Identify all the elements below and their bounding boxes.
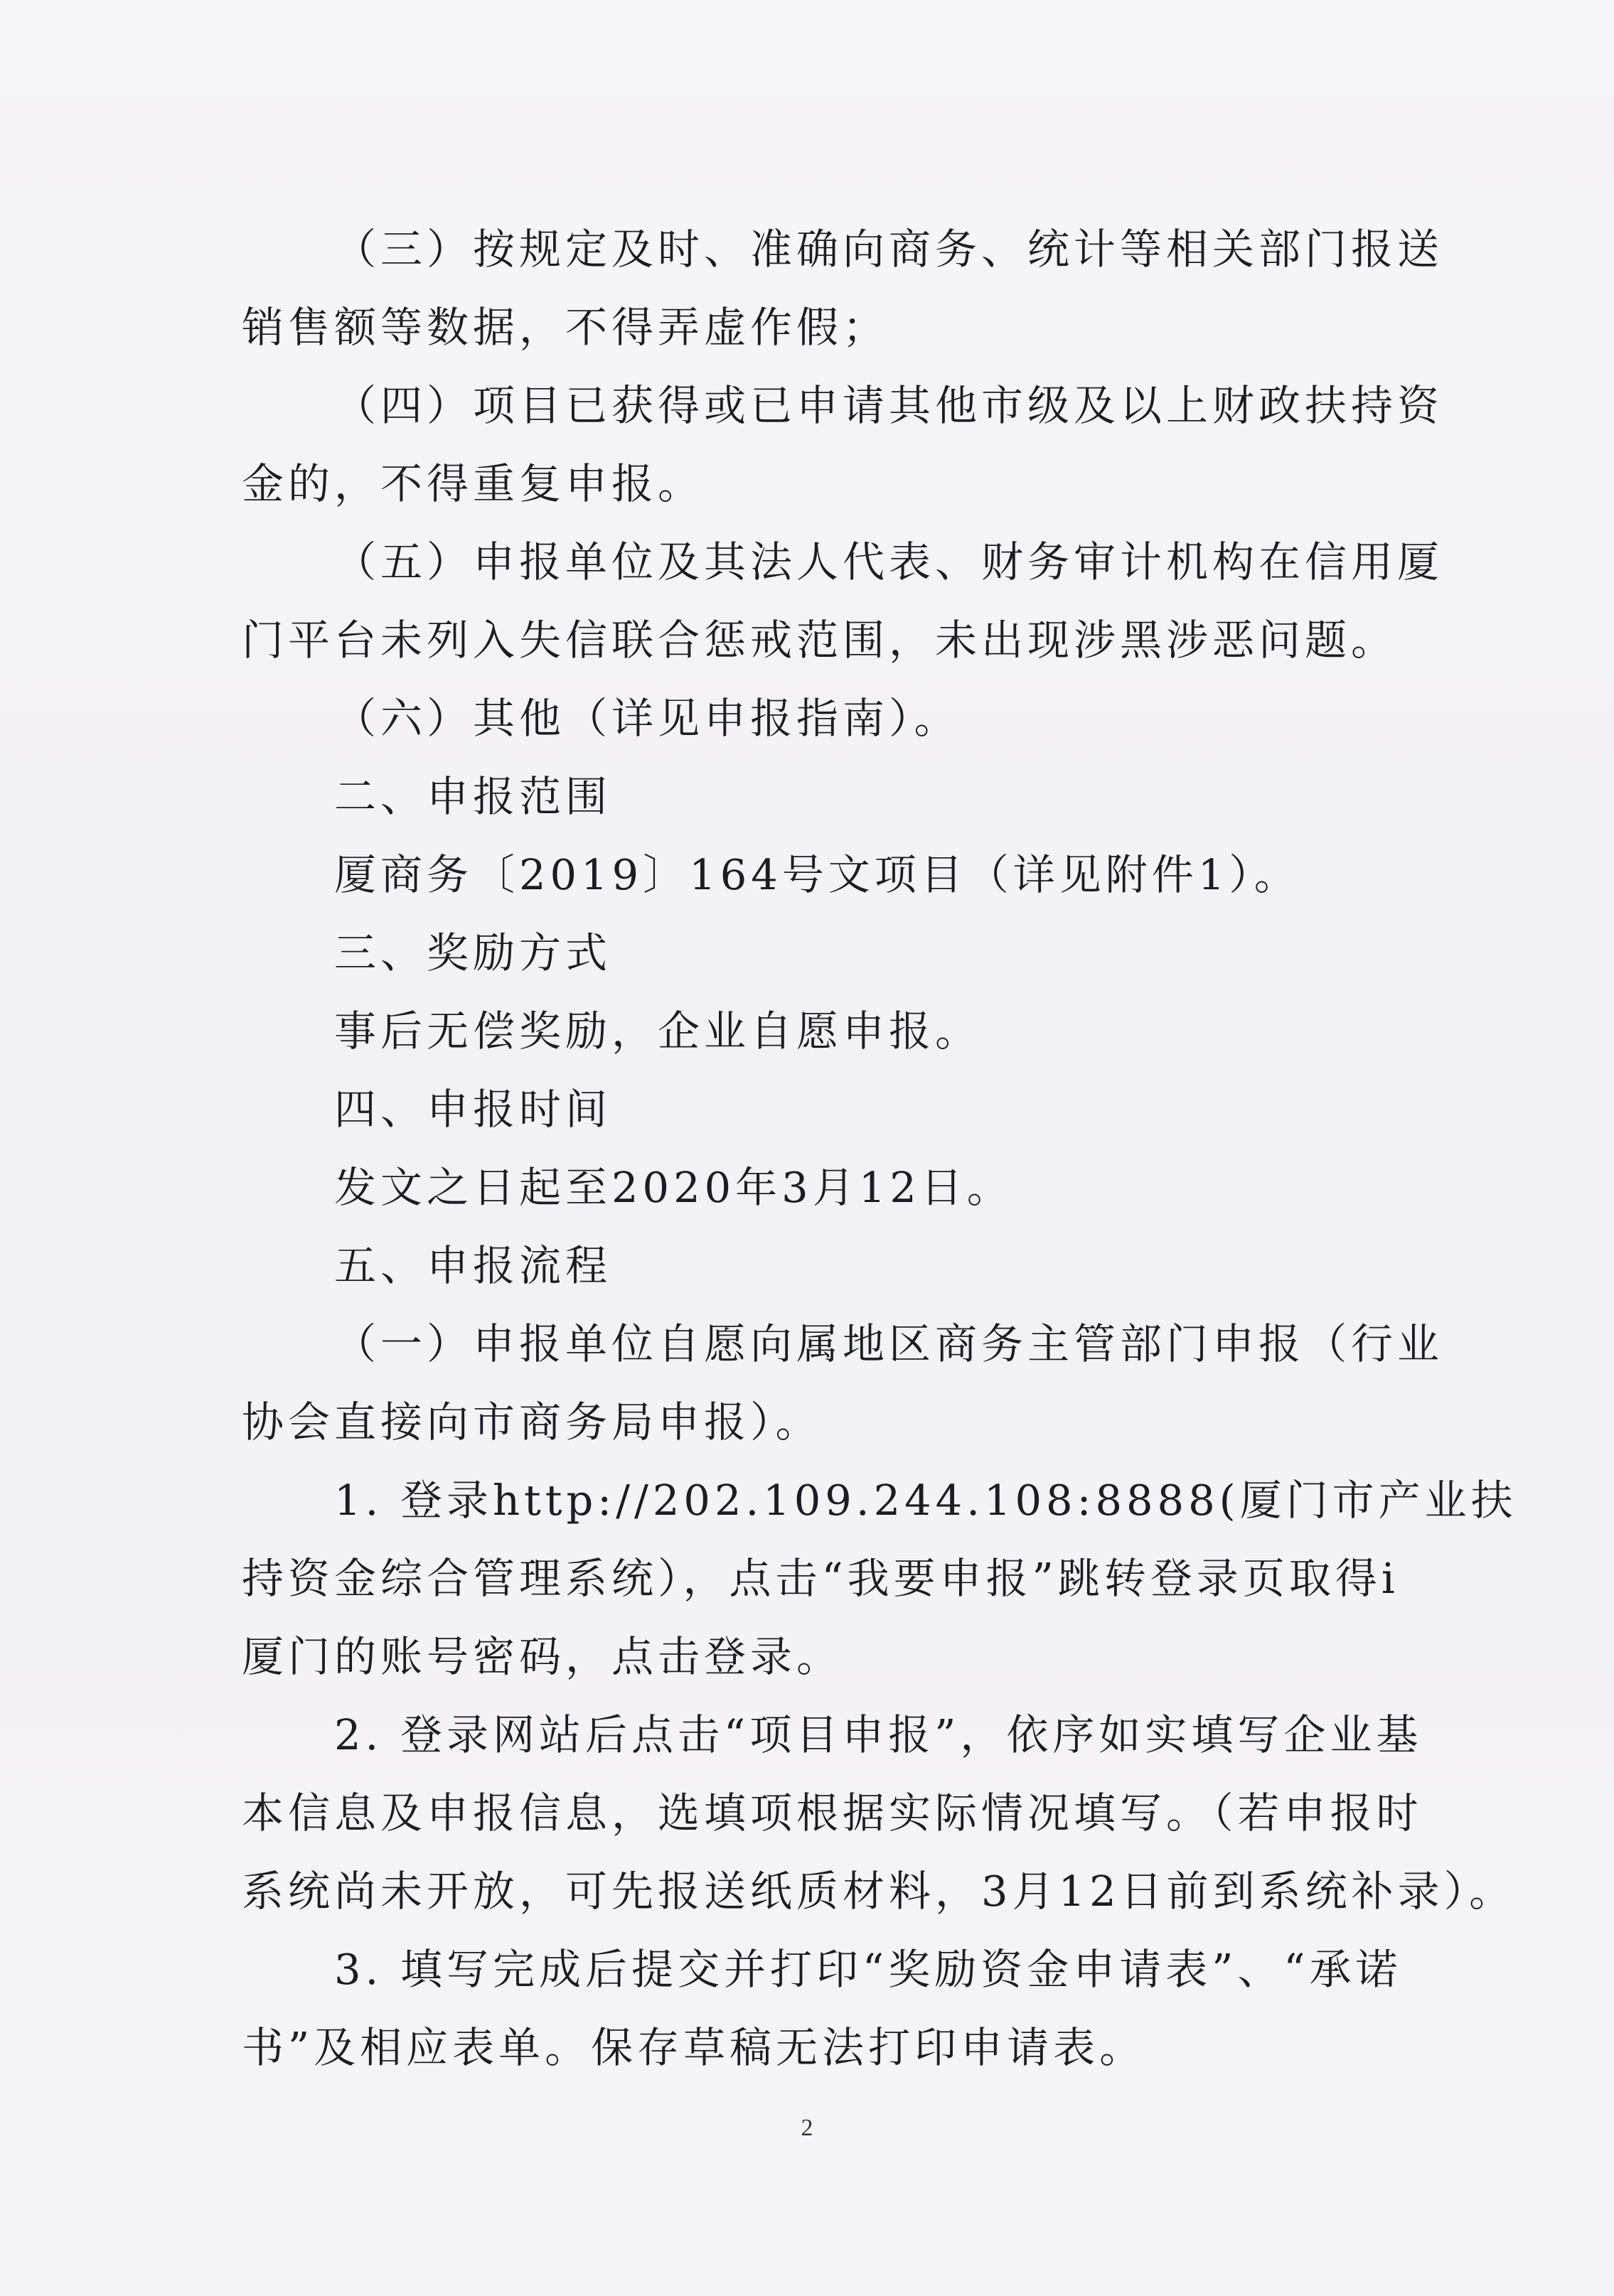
paragraph-line: 2. 登录网站后点击“项目申报”，依序如实填写企业基 bbox=[334, 1710, 1423, 1759]
paragraph-line: （五）申报单位及其法人代表、财务审计机构在信用厦 bbox=[334, 537, 1444, 586]
paragraph-line: 金的，不得重复申报。 bbox=[242, 459, 705, 508]
paragraph-line: 持资金综合管理系统），点击“我要申报”跳转登录页取得i bbox=[242, 1554, 1399, 1603]
paragraph-line: 厦商务〔2019〕164号文项目（详见附件1）。 bbox=[334, 850, 1300, 899]
paragraph-line: 销售额等数据，不得弄虚作假； bbox=[242, 303, 889, 352]
paragraph-line: （六）其他（详见申报指南）。 bbox=[334, 694, 961, 743]
page-number: 2 bbox=[801, 2115, 813, 2141]
paragraph-line: 门平台未列入失信联合惩戒范围，未出现涉黑涉恶问题。 bbox=[242, 616, 1398, 665]
section-heading: 四、申报时间 bbox=[334, 1085, 612, 1134]
paragraph-line: 3. 填写完成后提交并打印“奖励资金申请表”、“承诺 bbox=[334, 1945, 1402, 1994]
paragraph-line: 书”及相应表单。保存草稿无法打印申请表。 bbox=[242, 2023, 1146, 2072]
paragraph-line: 1. 登录http://202.109.244.108:8888(厦门市产业扶 bbox=[334, 1476, 1517, 1525]
section-heading: 五、申报流程 bbox=[334, 1241, 612, 1290]
paragraph-line: 事后无偿奖励，企业自愿申报。 bbox=[334, 1007, 982, 1056]
paragraph-line: 本信息及申报信息，选填项根据实际情况填写。（若申报时 bbox=[242, 1788, 1423, 1838]
paragraph-line: 协会直接向市商务局申报）。 bbox=[242, 1398, 822, 1447]
paragraph-line: 系统尚未开放，可先报送纸质材料，3月12日前到系统补录）。 bbox=[242, 1867, 1516, 1916]
section-heading: 三、奖励方式 bbox=[334, 928, 612, 977]
section-heading: 二、申报范围 bbox=[334, 772, 612, 821]
paragraph-line: （一）申报单位自愿向属地区商务主管部门申报（行业 bbox=[334, 1319, 1444, 1368]
paragraph-line: （三）按规定及时、准确向商务、统计等相关部门报送 bbox=[334, 225, 1444, 274]
paragraph-line: 厦门的账号密码，点击登录。 bbox=[242, 1632, 843, 1681]
paragraph-line: （四）项目已获得或已申请其他市级及以上财政扶持资 bbox=[334, 381, 1444, 430]
paragraph-line: 发文之日起至2020年3月12日。 bbox=[334, 1163, 1013, 1212]
